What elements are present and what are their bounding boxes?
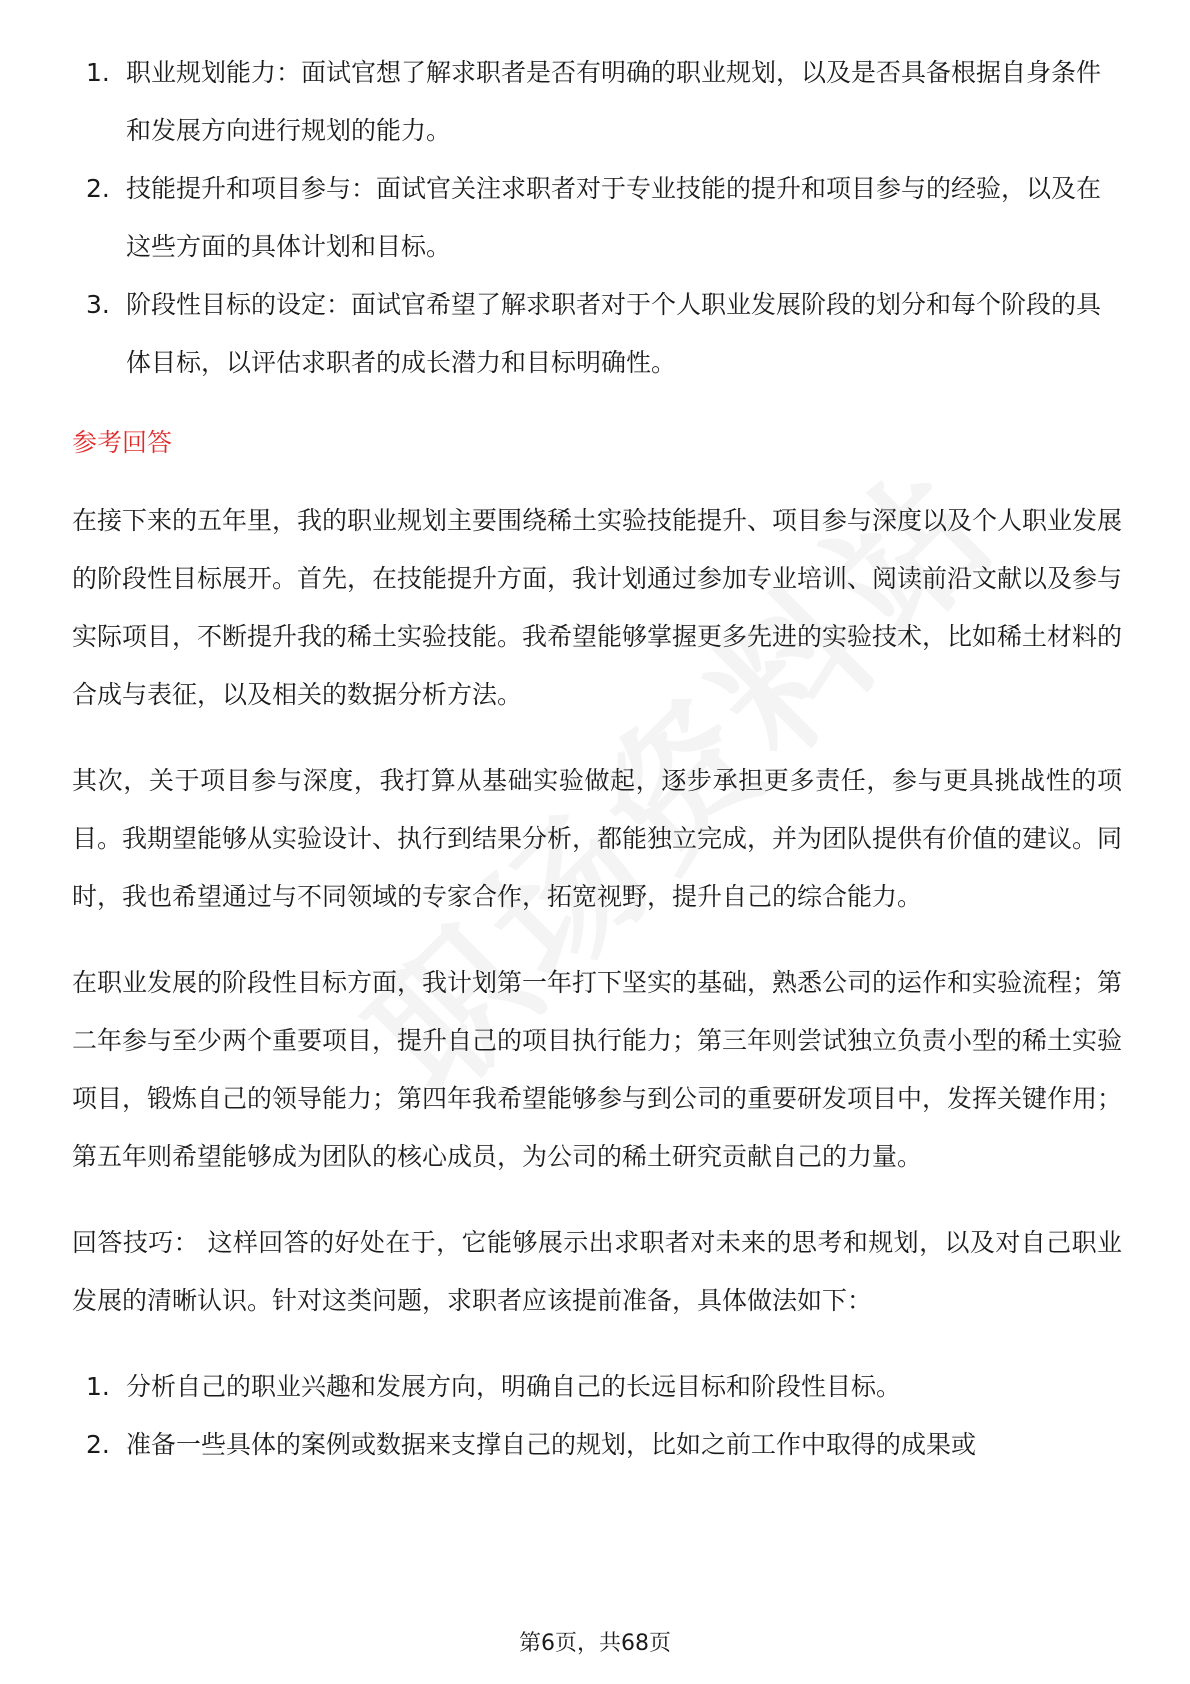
page-footer: 第6页，共68页 bbox=[519, 1631, 671, 1656]
list-text: 职业规划能力：面试官想了解求职者是否有明确的职业规划，以及是否具备根据自身条件和发展方向进行规划的能力。 bbox=[126, 58, 1102, 145]
tips-list bbox=[72, 1358, 1122, 1474]
tips-paragraph: 回答技巧： 这样回答的好处在于，它能够展示出求职者对未来的思考和规划，以及对自己职业发展的清晰认识。针对这类问题，求职者应该提前准备，具体做法如下： bbox=[72, 1228, 1122, 1315]
list-text: 阶段性目标的设定：面试官希望了解求职者对于个人职业发展阶段的划分和每个阶段的具体目标，以评估求职者的成长潜力和目标明确性。 bbox=[126, 290, 1102, 377]
list-text: 准备一些具体的案例或数据来支撑自己的规划，比如之前工作中取得的成果或 bbox=[126, 1430, 977, 1459]
answer-paragraph: 其次，关于项目参与深度，我打算从基础实验做起，逐步承担更多责任，参与更具挑战性的项目。我期望能够从实验设计、执行到结果分析，都能独立完成，并为团队提供有价值的建议。同时，我也希望通过与不同领域的专家合作，拓宽视野，提升自己的综合能力。 bbox=[72, 766, 1123, 911]
list-number: 1. bbox=[86, 58, 110, 87]
document-page bbox=[72, 44, 1122, 1474]
list-number: 1. bbox=[86, 1372, 110, 1401]
list-item bbox=[72, 276, 1122, 392]
section-title: 参考回答 bbox=[72, 428, 173, 457]
answer-paragraph: 在接下来的五年里，我的职业规划主要围绕稀土实验技能提升、项目参与深度以及个人职业发展的阶段性目标展开。首先，在技能提升方面，我计划通过参加专业培训、阅读前沿文献以及参与实际项目，不断提升我的稀土实验技能。我希望能够掌握更多先进的实验技术，比如稀土材料的合成与表征，以及相关的数据分析方法。 bbox=[72, 506, 1123, 709]
intro-list bbox=[72, 44, 1122, 392]
list-item bbox=[72, 1416, 1122, 1474]
list-item bbox=[72, 1358, 1122, 1416]
answer-paragraph: 在职业发展的阶段性目标方面，我计划第一年打下坚实的基础，熟悉公司的运作和实验流程；第二年参与至少两个重要项目，提升自己的项目执行能力；第三年则尝试独立负责小型的稀土实验项目，锻炼自己的领导能力；第四年我希望能够参与到公司的重要研发项目中，发挥关键作用；第五年则希望能够成为团队的核心成员，为公司的稀土研究贡献自己的力量。 bbox=[72, 968, 1123, 1171]
list-number: 2. bbox=[86, 174, 110, 203]
list-item bbox=[72, 44, 1122, 160]
list-number: 2. bbox=[86, 1430, 110, 1459]
list-text: 技能提升和项目参与：面试官关注求职者对于专业技能的提升和项目参与的经验，以及在这些方面的具体计划和目标。 bbox=[126, 174, 1102, 261]
list-item bbox=[72, 160, 1122, 276]
list-number: 3. bbox=[86, 290, 110, 319]
list-text: 分析自己的职业兴趣和发展方向，明确自己的长远目标和阶段性目标。 bbox=[126, 1372, 902, 1401]
